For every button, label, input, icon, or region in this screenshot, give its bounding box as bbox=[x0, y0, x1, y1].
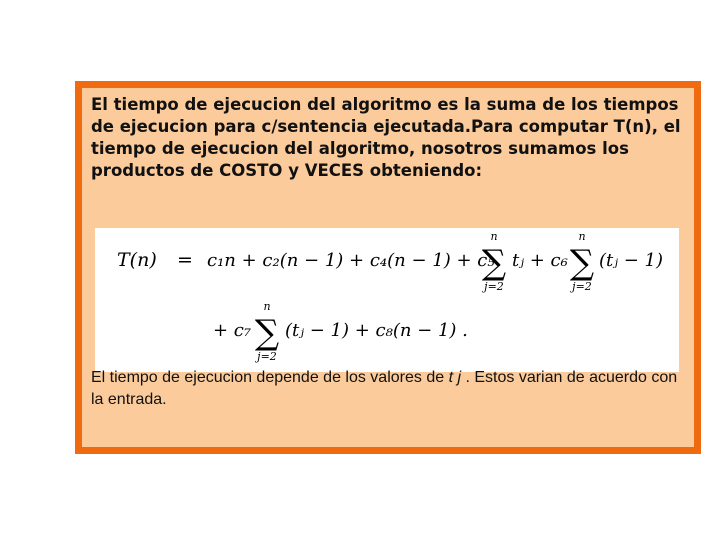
sum3-symbol: ∑ bbox=[254, 313, 280, 353]
formula-line2-plus: + c₇ bbox=[213, 320, 252, 341]
outro-text-after: . Estos varian de acuerdo con la entrada. bbox=[91, 369, 678, 408]
content-box bbox=[75, 81, 701, 454]
sum3-upper-limit: n bbox=[263, 300, 271, 313]
formula-lhs: T(n) bbox=[117, 249, 157, 271]
outro-paragraph bbox=[91, 367, 691, 411]
formula-image bbox=[95, 228, 679, 372]
sum3-lower-limit: j=2 bbox=[257, 350, 277, 363]
formula-equals: = bbox=[177, 249, 193, 271]
intro-paragraph: El tiempo de ejecucion del algoritmo es la suma de los tiempos de ejecucion para c/sentencia ejecutada.Para computar T(n), el tiempo de ejecucion del algoritmo, nosotros sumamos los productos de COSTO y VECES obteniendo: bbox=[91, 95, 681, 180]
outro-text-before: El tiempo de ejecucion depende de los valores de bbox=[91, 369, 449, 386]
sum1-lower-limit: j=2 bbox=[484, 280, 504, 293]
formula-line1-terms: c₁n + c₂(n − 1) + c₄(n − 1) + c₅ bbox=[207, 250, 495, 271]
sum2-upper-limit: n bbox=[578, 230, 586, 243]
outro-variable: t j bbox=[448, 369, 462, 386]
sum3-body: (tⱼ − 1) + c₈(n − 1) . bbox=[285, 320, 468, 341]
sum1-upper-limit: n bbox=[490, 230, 498, 243]
sum2-body: (tⱼ − 1) bbox=[599, 250, 664, 271]
sum1-symbol: ∑ bbox=[481, 243, 507, 283]
sum2-symbol: ∑ bbox=[569, 243, 595, 283]
sum1-body: tⱼ + c₆ bbox=[512, 250, 568, 271]
sum2-lower-limit: j=2 bbox=[572, 280, 592, 293]
